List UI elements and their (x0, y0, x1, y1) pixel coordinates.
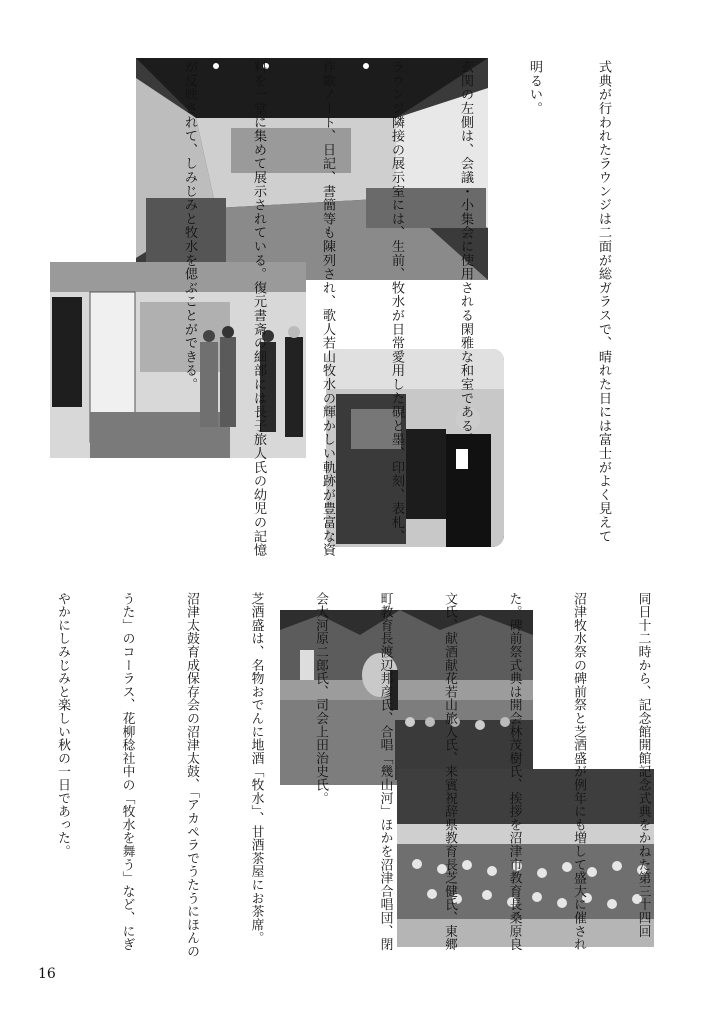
upper-text-line: 式典が行われたラウンジは二面が総ガラスで、晴れた日には富士がよく見えて (596, 60, 611, 543)
upper-text-line: ラウンジ隣接の展示室には、生前、牧水が日常愛用した硯と墨、印刻、表札、 (389, 60, 404, 543)
lower-text-line: やかにしみじみと楽しい秋の一日であった。 (55, 592, 70, 858)
lower-text-line: 文氏、献酒献花若山旅人氏、来賓祝辞県教育長芝健氏、東郷 (442, 592, 457, 952)
upper-text-block (155, 60, 661, 580)
lower-text-line: 町教育長渡辺邦彦氏、合唱「幾山河」ほかを沼津合唱団、閉 (377, 592, 393, 952)
upper-text-line: が反映されて、しみじみと牧水を偲ぶことができる。 (182, 60, 197, 392)
lower-text-line: 沼津牧水祭の碑前祭と芝酒盛が例年にも増して盛大に催され (571, 592, 586, 952)
lower-text-line: 芝酒盛は、名物おでんに地酒「牧水」、甘酒茶屋にお茶席。 (248, 592, 264, 945)
lower-text-line: た。碑前祭式典は開会林茂樹氏、挨拶を沼津市教育長桑原良 (506, 592, 522, 952)
lower-text-line: うた」のコーラス、花柳稔社中の「牧水を舞う」など、にぎ (119, 592, 135, 952)
upper-text-line: 明るい。 (527, 60, 542, 116)
lower-text-line: 沼津太鼓育成保存会の沼津太鼓、「アカペラでうたうにほんの (184, 592, 199, 958)
lower-text-line: 会大河原二郎氏、司会上田治史氏。 (313, 592, 328, 805)
upper-text-line: 作歌ノート、日記、書簡等も陳列され、歌人若山牧水の輝かしい軌跡が豊富な資 (320, 60, 335, 557)
lower-text-line: 同日十二時から、記念館開館記念式典をかねた第三十四回 (635, 592, 651, 938)
lower-text-block (30, 592, 697, 958)
upper-text-line: 料を一堂に集めて展示されている。復元書斎の細部には長子旅人氏の幼児の記憶 (251, 60, 266, 557)
upper-text-line: 玄関の左側は、会議・小集会に使用される閑雅な和室である。 (458, 60, 473, 447)
page-number: 16 (38, 966, 56, 982)
